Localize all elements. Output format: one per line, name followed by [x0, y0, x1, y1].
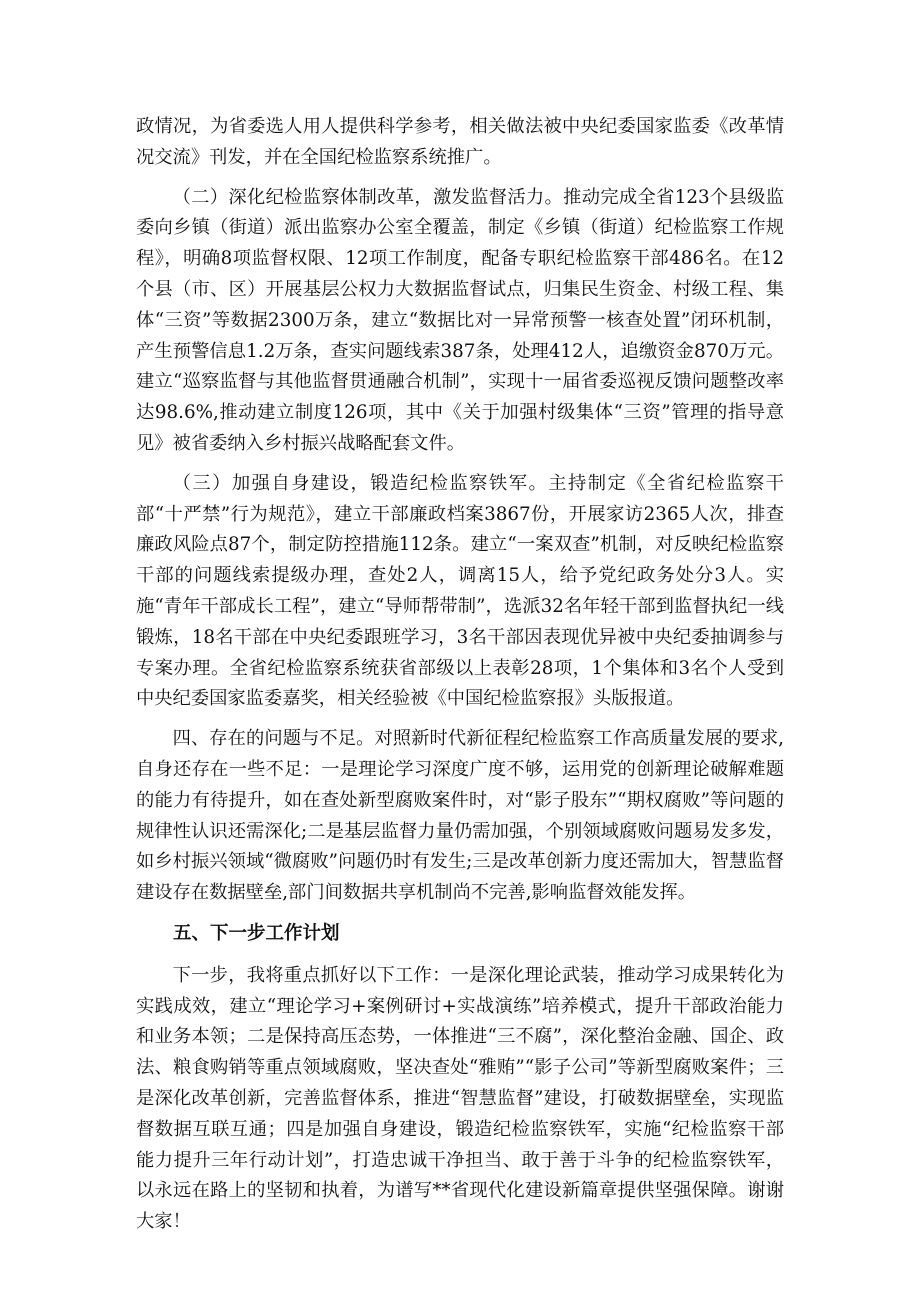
paragraph-continuation: 政情况，为省委选人用人提供科学参考，相关做法被中央纪委国家监委《改革情况交流》刊发，并在全国纪检监察系统推广。	[136, 116, 784, 168]
paragraph-problems: 四、存在的问题与不足。对照新时代新征程纪检监察工作高质量发展的要求,自身还存在一些不足：一是理论学习深度广度不够，运用党的创新理论破解难题的能力有待提升，如在查处新型腐败案件时，对“影子股东”“期权腐败”等问题的规律性认识还需深化;二是基层监督力量仍需加强，个别领域腐败问题易发多发，如乡村振兴领域“微腐败”问题仍时有发生;三是改革创新力度还需加大，智慧监督建设存在数据壁垒,部门间数据共享机制尚不完善,影响监督效能发挥。	[136, 728, 784, 904]
paragraph-next-steps: 下一步，我将重点抓好以下工作：一是深化理论武装，推动学习成果转化为实践成效，建立“理论学习+案例研讨+实战演练”培养模式，提升干部政治能力和业务本领；二是保持高压态势，一体推进“三不腐”，深化整治金融、国企、政法、粮食购销等重点领域腐败，坚决查处“雅贿”“影子公司”等新型腐败案件；三是深化改革创新，完善监督体系，推进“智慧监督”建设，打破数据壁垒，实现监督数据互联互通；四是加强自身建设，锻造纪检监察铁军，实施“纪检监察干部能力提升三年行动计划”，打造忠诚干净担当、敢于善于斗争的纪检监察铁军，以永远在路上的坚韧和执着，为谱写**省现代化建设新篇章提供坚强保障。谢谢大家！	[136, 964, 784, 1233]
heading-next-steps: 五、下一步工作计划	[173, 922, 340, 944]
paragraph-section-3: （三）加强自身建设，锻造纪检监察铁军。主持制定《全省纪检监察干部“十严禁”行为规范》，建立干部廉政档案3867份，开展家访2365人次，排查廉政风险点87个，制定防控措施112条。建立“一案双查”机制，对反映纪检监察干部的问题线索提级办理，查处2人，调离15人，给予党纪政务处分3人。实施“青年干部成长工程”，建立“导师帮带制”，选派32名年轻干部到监督执纪一线锻炼，18名干部在中央纪委跟班学习，3名干部因表现优异被中央纪委抽调参与专案办理。全省纪检监察系统获省部级以上表彰28项，1个集体和3名个人受到中央纪委国家监委嘉奖，相关经验被《中国纪检监察报》头版报道。	[136, 472, 784, 710]
document-page	[136, 112, 784, 1247]
paragraph-section-2: （二）深化纪检监察体制改革，激发监督活力。推动完成全省123个县级监委向乡镇（街道）派出监察办公室全覆盖，制定《乡镇（街道）纪检监察工作规程》，明确8项监督权限、12项工作制度，配备专职纪检监察干部486名。在12个县（市、区）开展基层公权力大数据监督试点，归集民生资金、村级工程、集体“三资”等数据2300万条，建立“数据比对一异常预警一核查处置”闭环机制，产生预警信息1.2万条，查实问题线索387条，处理412人，追缴资金870万元。建立“巡察监督与其他监督贯通融合机制”，实现十一届省委巡视反馈问题整改率达98.6%,推动建立制度126项，其中《关于加强村级集体“三资”管理的指导意见》被省委纳入乡村振兴战略配套文件。	[136, 186, 784, 454]
